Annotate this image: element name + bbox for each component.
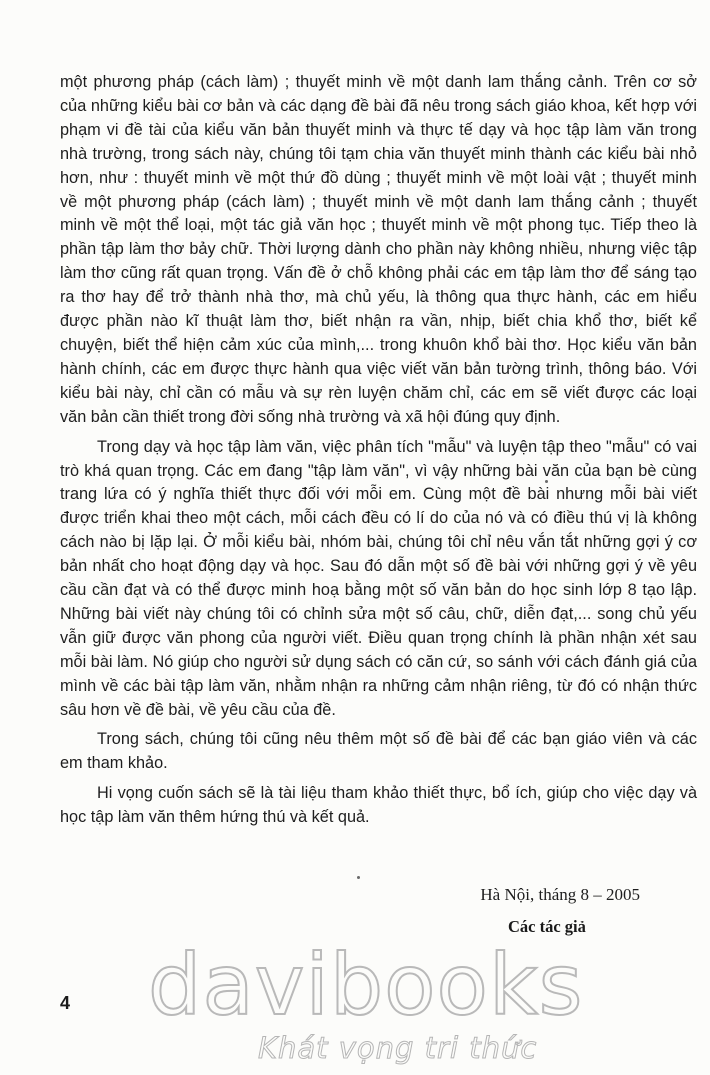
watermark-brand: davibooks <box>148 936 584 1034</box>
signature-date-text: Hà Nội, tháng 8 – 2005 <box>480 885 640 904</box>
paragraph-model-analysis: Trong dạy và học tập làm văn, việc phân tích "mẫu" và luyện tập theo "mẫu" có vai trò khá quan trọng. Các em đang "tập làm văn", vì vậy những bài văn của bạn bè cùng trang lứa có ý nghĩa thiết thực đối với mỗi em. Cùng một đề bài nhưng mỗi bài viết được triển khai theo một cách, mỗi cách đều có lí do của nó và có điều thú vị là không cách nào bị lặp lại. Ở mỗi kiểu bài, nhóm bài, chúng tôi chỉ nêu vắn tắt những gợi ý cơ bản nhất cho hoạt động dạy và học. Sau đó dẫn một số đề bài với những gợi ý về yêu cầu cần đạt và có thể được minh hoạ bằng một số văn bản do học sinh lớp 8 tạo lập. Những bài viết này chúng tôi có chỉnh sửa một số câu, chữ, diễn đạt,... song chủ yếu vẫn giữ được văn phong của người viết. Điều quan trọng chính là phần nhận xét sau mỗi bài làm. Nó giúp cho người sử dụng sách có căn cứ, so sánh với cách đánh giá của mình về các bài tập làm văn, nhằm nhận ra những cảm nhận riêng, từ đó có nhận thức sâu hơn về đề bài, về yêu cầu của đề. <box>60 437 697 719</box>
page-number: 4 <box>60 993 71 1013</box>
print-speck <box>357 876 360 879</box>
paragraph-closing-hope: Hi vọng cuốn sách sẽ là tài liệu tham khảo thiết thực, bổ ích, giúp cho việc dạy và học tập làm văn thêm hứng thú và kết quả. <box>60 784 697 827</box>
watermark <box>148 935 584 1075</box>
signature-author: Các tác giả <box>508 917 586 936</box>
print-speck <box>545 480 548 483</box>
paragraph-extra-topics: Trong sách, chúng tôi cũng nêu thêm một số đề bài để các bạn giáo viên và các em tham khảo. <box>60 730 697 773</box>
body-text <box>60 71 697 830</box>
paragraph-continuation: một phương pháp (cách làm) ; thuyết minh về một danh lam thắng cảnh. Trên cơ sở của những kiểu bài cơ bản và các dạng đề bài đã nêu trong sách giáo khoa, kết hợp với phạm vi đề tài của kiểu văn bản thuyết minh và thực tế dạy và học tập làm văn trong nhà trường, trong sách này, chúng tôi tạm chia văn thuyết minh thành các kiểu bài nhỏ hơn, như : thuyết minh về một thứ đồ dùng ; thuyết minh về một loài vật ; thuyết minh về một phương pháp (cách làm) ; thuyết minh về một danh lam thắng cảnh ; thuyết minh về một thể loại, một tác giả văn học ; thuyết minh về một phong tục. Tiếp theo là phần tập làm thơ bảy chữ. Thời lượng dành cho phần này không nhiều, nhưng việc tập làm thơ cũng rất quan trọng. Vấn đề ở chỗ không phải các em tập làm thơ để sáng tạo ra thơ hay để trở thành nhà thơ, mà chủ yếu, là thông qua thực hành, các em hiểu được phần nào kĩ thuật làm thơ, biết nhận ra vần, nhịp, biết chia khổ thơ, biết kể chuyện, biết thể hiện cảm xúc của mình,... trong khuôn khổ bài thơ. Học kiểu văn bản hành chính, các em được thực hành qua việc viết văn bản tường trình, thông báo. Với kiểu bài này, chỉ cần có mẫu và sự rèn luyện chăm chỉ, các em sẽ viết được các loại văn bản cần thiết trong đời sống nhà trường và xã hội đúng quy định. <box>60 73 697 426</box>
watermark-tagline: Khát vọng tri thức <box>258 1031 538 1065</box>
